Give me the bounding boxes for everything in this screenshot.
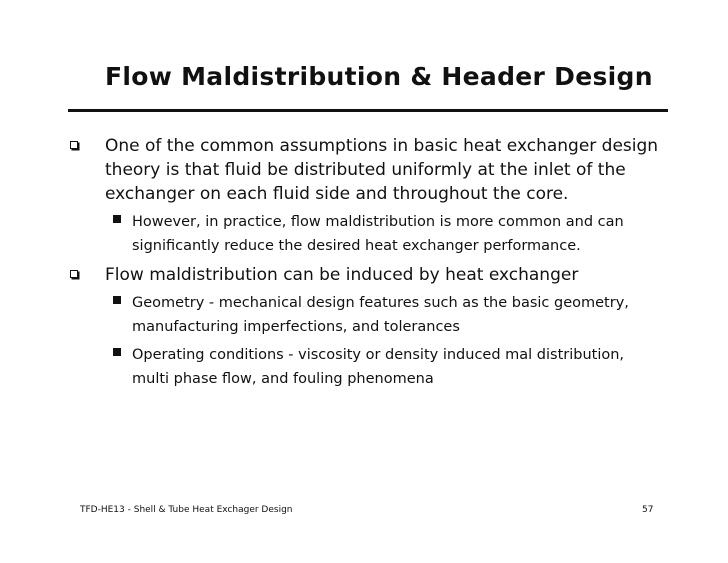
sub-bullet-item xyxy=(113,291,673,339)
sub-bullet-line: Geometry - mechanical design features such as the basic geometry, xyxy=(132,295,629,311)
sub-bullet-text xyxy=(132,343,673,391)
sub-bullet-item xyxy=(113,343,673,391)
sub-bullet-item xyxy=(113,210,673,258)
filled-square-bullet-icon xyxy=(113,215,121,223)
filled-square-bullet-icon xyxy=(113,296,121,304)
page-number: 57 xyxy=(642,505,654,515)
footer-course-label: TFD-HE13 - Shell & Tube Heat Exchager Design xyxy=(80,505,293,515)
bullet-line: exchanger on each fluid side and throughout the core. xyxy=(105,184,569,204)
bullet-line: theory is that fluid be distributed uniformly at the inlet of the xyxy=(105,160,626,180)
hollow-square-bullet-icon xyxy=(70,141,78,149)
bullet-line: One of the common assumptions in basic heat exchanger design xyxy=(105,136,659,156)
bullet-item xyxy=(70,263,650,287)
sub-bullet-line: significantly reduce the desired heat exchanger performance. xyxy=(132,238,581,254)
sub-bullet-line: However, in practice, flow maldistribution is more common and can xyxy=(132,214,624,230)
bullet-text xyxy=(105,263,650,287)
bullet-line: Flow maldistribution can be induced by heat exchanger xyxy=(105,265,579,285)
title-divider xyxy=(68,109,668,112)
slide-title: Flow Maldistribution & Header Design xyxy=(105,62,653,91)
bullet-text xyxy=(105,134,659,206)
hollow-square-bullet-icon xyxy=(70,270,78,278)
bullet-item xyxy=(70,134,659,206)
sub-bullet-text xyxy=(132,291,673,339)
sub-bullet-line: manufacturing imperfections, and tolerances xyxy=(132,319,460,335)
sub-bullet-line: multi phase flow, and fouling phenomena xyxy=(132,371,434,387)
sub-bullet-text xyxy=(132,210,673,258)
filled-square-bullet-icon xyxy=(113,348,121,356)
sub-bullet-line: Operating conditions - viscosity or density induced mal distribution, xyxy=(132,347,625,363)
